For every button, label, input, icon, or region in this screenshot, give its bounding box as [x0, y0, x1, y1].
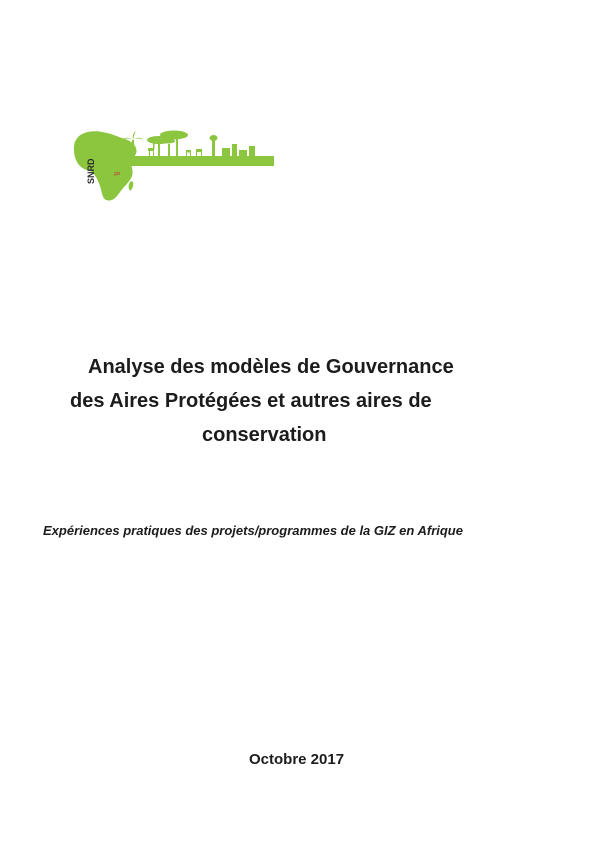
document-subtitle: Expériences pratiques des projets/programmes de la GIZ en Afrique — [43, 523, 463, 538]
snrd-logo — [72, 126, 276, 204]
giz-logo-text: giz — [114, 171, 121, 177]
document-date: Octobre 2017 — [249, 751, 345, 768]
title-line-1: Analyse des modèles de Gouvernance — [88, 356, 454, 378]
title-line-2: des Aires Protégées et autres aires de — [70, 390, 432, 412]
landscape-silhouette-icon — [122, 131, 255, 157]
logo-banner — [116, 156, 274, 166]
title-line-3: conservation — [202, 424, 327, 446]
snrd-logo-text: SNRD — [86, 158, 96, 184]
